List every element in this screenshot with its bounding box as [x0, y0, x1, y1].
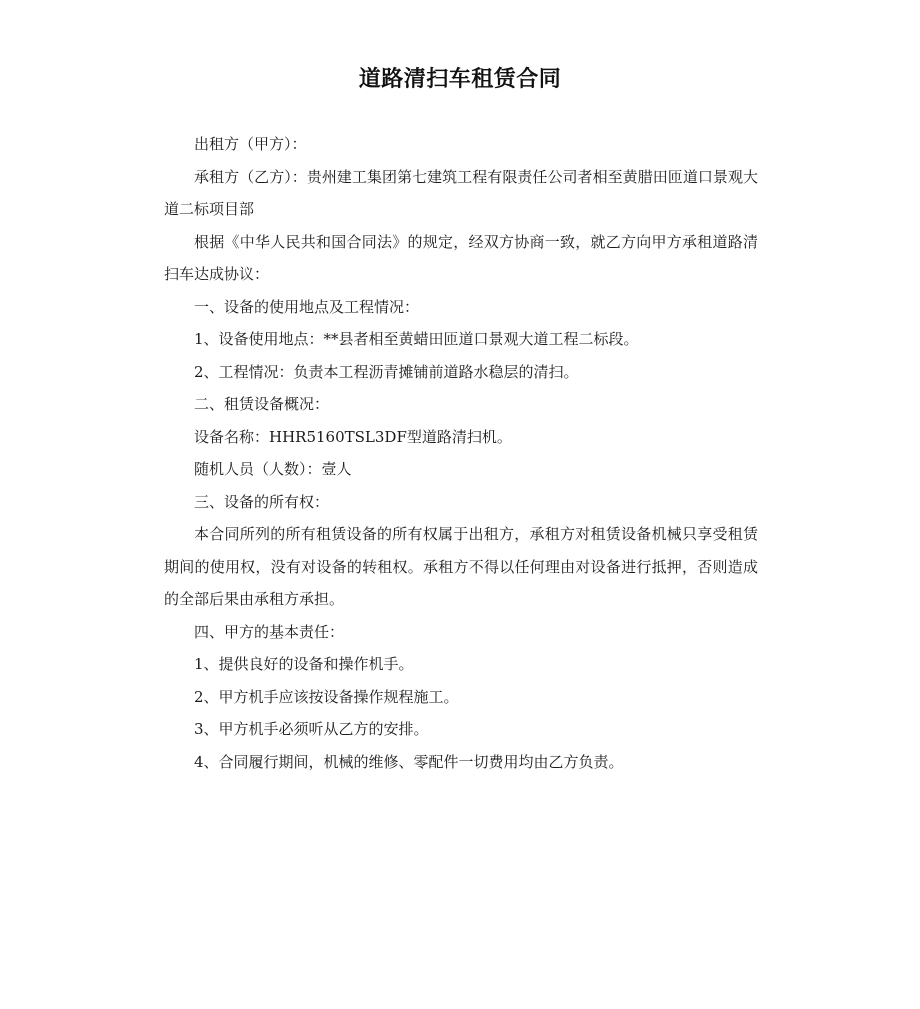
- document-title: 道路清扫车租赁合同: [358, 67, 562, 92]
- section-heading-1: 一、设备的使用地点及工程情况：: [194, 297, 420, 316]
- clause-item: 1、设备使用地点：**县者相至黄蜡田匝道口景观大道工程二标段。: [194, 330, 639, 348]
- clause-item: 3、甲方机手必须听从乙方的安排。: [194, 720, 429, 738]
- clause-item: 设备名称：HHR5160TSL3DF型道路清扫机。: [194, 427, 512, 446]
- clause-item: 4、合同履行期间，机械的维修、零配件一切费用均由乙方负责。: [194, 752, 624, 771]
- document-body: [164, 128, 758, 778]
- preamble-paragraph: 根据《中华人民共和国合同法》的规定，经双方协商一致，就乙方向甲方承租道路清扫车达成协议：: [164, 232, 758, 283]
- section-heading-4: 四、甲方的基本责任：: [194, 622, 345, 641]
- clause-item: 随机人员（人数）：壹人: [194, 460, 352, 478]
- clause-item: 2、工程情况：负责本工程沥青摊铺前道路水稳层的清扫。: [194, 362, 579, 381]
- lessee-line: 承租方（乙方）：贵州建工集团第七建筑工程有限责任公司者相至黄腊田匝道口景观大道二标项目部: [164, 167, 758, 218]
- ownership-paragraph: 本合同所列的所有租赁设备的所有权属于出租方，承租方对租赁设备机械只享受租赁期间的使用权，没有对设备的转租权。承租方不得以任何理由对设备进行抵押，否则造成的全部后果由承租方承担。: [164, 525, 758, 608]
- clause-item: 1、提供良好的设备和操作机手。: [194, 655, 414, 673]
- section-heading-3: 三、设备的所有权：: [194, 492, 330, 511]
- clause-item: 2、甲方机手应该按设备操作规程施工。: [194, 687, 459, 706]
- lessor-line: 出租方（甲方）：: [194, 135, 307, 153]
- section-heading-2: 二、租赁设备概况：: [194, 395, 330, 413]
